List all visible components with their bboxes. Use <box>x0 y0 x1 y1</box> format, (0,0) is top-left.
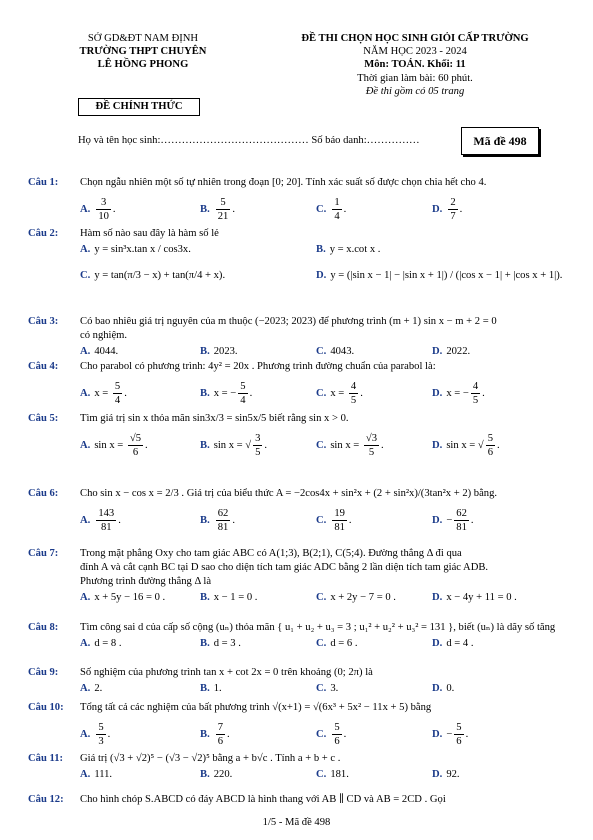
option-d[interactable] <box>316 269 562 282</box>
option-prefix: sin x = √ <box>213 440 252 452</box>
question-number: Câu 3: <box>28 316 59 327</box>
header-right <box>265 32 565 98</box>
option-letter: A. <box>80 683 91 694</box>
exam-time: Thời gian làm bài: 60 phút. <box>357 72 473 84</box>
question-number: Câu 2: <box>28 228 59 239</box>
option-c[interactable]: C. $\frac{5}{6}$ . <box>316 722 347 748</box>
fraction <box>349 380 358 407</box>
option-text: 181. <box>330 769 349 780</box>
option-letter: B. <box>316 244 326 255</box>
option-prefix: sin x = <box>330 440 362 452</box>
option-letter: A. <box>80 204 91 216</box>
question-text: Giá trị (√3 + √2)⁵ − (√3 − √2)⁵ bằng a + b√c . Tính a + b + c . <box>80 753 341 764</box>
numerator: 5 <box>216 196 231 210</box>
option-text: 220. <box>213 769 233 780</box>
fraction <box>253 432 262 459</box>
option-b[interactable] <box>200 345 238 358</box>
denominator: 81 <box>100 522 112 534</box>
option-d[interactable]: D. sin x = √ $\frac{5}{6}$ . <box>432 433 500 459</box>
option-letter: C. <box>316 683 327 694</box>
option-letter: C. <box>316 388 327 400</box>
option-a[interactable] <box>80 243 191 256</box>
numerator: 5 <box>454 721 463 735</box>
numerator: 5 <box>238 380 247 394</box>
question-number: Câu 11: <box>28 753 64 764</box>
option-letter: D. <box>432 769 443 780</box>
option-letter: D. <box>432 683 443 694</box>
option-a[interactable] <box>80 682 102 695</box>
denominator: 5 <box>472 395 479 407</box>
denominator: 6 <box>217 736 224 748</box>
option-letter: A. <box>80 729 91 741</box>
denominator: 5 <box>350 395 357 407</box>
option-letter: A. <box>80 440 91 452</box>
subject: Môn: TOÁN. Khối: 11 <box>364 59 466 71</box>
option-b[interactable]: B. x = − $\frac{5}{4}$ . <box>200 381 253 407</box>
option-a[interactable] <box>80 768 112 781</box>
option-c[interactable] <box>316 682 338 695</box>
question-text: Tổng tất cả các nghiệm của bất phương trình √(x+1) = √(6x³ + 5x² − 11x + 5) bằng <box>80 702 432 713</box>
option-d[interactable] <box>432 345 470 358</box>
option-letter: B. <box>200 638 210 649</box>
denominator: 5 <box>255 447 261 459</box>
exam-title: ĐỀ THI CHỌN HỌC SINH GIỎI CẤP TRƯỜNG <box>301 33 529 44</box>
option-d[interactable]: D. $\frac{2}{7}$ . <box>432 197 463 223</box>
option-letter: A. <box>80 346 91 357</box>
option-text: 1. <box>213 683 222 694</box>
fraction <box>332 196 341 223</box>
question-text: Cho parabol có phương trình: 4y² = 20x . Phương trình đường chuẩn của parabol là: <box>80 361 436 372</box>
fraction <box>113 380 122 407</box>
option-b[interactable] <box>316 243 380 256</box>
numerator: 3 <box>253 432 262 446</box>
option-text: x − 4y + 11 = 0 . <box>446 592 517 603</box>
numerator: √3 <box>364 432 379 446</box>
question-text: Số nghiệm của phương trình tan x + cot 2x = 0 trên khoảng (0; 2π) là <box>80 667 373 678</box>
question-number: Câu 6: <box>28 488 59 499</box>
numerator: 1 <box>332 196 341 210</box>
page-count: Đề thi gồm có 05 trang <box>365 85 465 97</box>
question-number: Câu 12: <box>28 794 64 805</box>
question-number: Câu 5: <box>28 413 59 424</box>
numerator: 4 <box>349 380 358 394</box>
header-left <box>38 32 248 72</box>
fraction <box>332 507 347 534</box>
denominator: 6 <box>456 736 462 748</box>
numerator: 143 <box>96 507 116 521</box>
option-b[interactable] <box>200 591 257 604</box>
question-text: Cho hình chóp S.ABCD có đáy ABCD là hình thang với AB ∥ CD và AB = 2CD . Gọi <box>80 794 446 805</box>
option-letter: A. <box>80 769 91 780</box>
option-text: 2. <box>94 683 103 694</box>
option-a[interactable]: A. $\frac{143}{81}$ . <box>80 508 121 534</box>
fraction <box>454 507 469 534</box>
option-letter: B. <box>200 440 210 452</box>
option-letter: C. <box>316 204 327 216</box>
option-b[interactable]: B. $\frac{7}{6}$ . <box>200 722 230 748</box>
option-letter: C. <box>316 346 327 357</box>
option-letter: C. <box>316 440 327 452</box>
option-letter: C. <box>316 769 327 780</box>
question-number: Câu 4: <box>28 361 59 372</box>
denominator: 5 <box>368 447 375 459</box>
question-number: Câu 8: <box>28 622 59 633</box>
option-letter: D. <box>432 346 443 357</box>
numerator: √5 <box>128 432 143 446</box>
denominator: 3 <box>98 736 104 748</box>
numerator: 62 <box>216 507 231 521</box>
fraction <box>486 432 495 459</box>
option-letter: A. <box>80 388 91 400</box>
question-text: đỉnh A và cắt cạnh BC tại D sao cho diện tích tam giác ADC bằng 2 lần diện tích tam giác ADB. <box>80 562 489 573</box>
option-a[interactable]: A. $\frac{5}{3}$ . <box>80 722 111 748</box>
question-text: có nghiệm. <box>80 330 128 341</box>
fraction <box>128 432 143 459</box>
denominator: 6 <box>334 736 340 748</box>
option-letter: A. <box>80 244 91 255</box>
denominator: 4 <box>334 211 340 223</box>
option-d[interactable] <box>432 591 517 604</box>
option-letter: B. <box>200 515 210 527</box>
option-c[interactable] <box>316 591 396 604</box>
option-text: 4043. <box>330 346 355 357</box>
option-letter: D. <box>432 729 443 741</box>
option-letter: A. <box>80 515 91 527</box>
official-badge: ĐỀ CHÍNH THỨC <box>78 98 200 116</box>
option-c[interactable] <box>316 768 349 781</box>
option-letter: D. <box>316 270 327 281</box>
option-text: 4044. <box>94 346 119 357</box>
option-b[interactable] <box>200 682 222 695</box>
fraction <box>216 721 225 748</box>
numerator: 5 <box>332 721 341 735</box>
numerator: 5 <box>486 432 495 446</box>
denominator: 6 <box>487 447 494 459</box>
question-text: Trong mặt phẳng Oxy cho tam giác ABC có A(1;3), B(2;1), C(5;4). Đường thẳng Δ đi qua <box>80 548 462 559</box>
fraction <box>448 196 457 223</box>
option-prefix: − <box>446 729 453 741</box>
numerator: 2 <box>448 196 457 210</box>
fraction <box>216 507 231 534</box>
option-text: d = 8 . <box>94 638 122 649</box>
option-prefix: − <box>446 515 453 527</box>
dept-name: SỞ GD&ĐT NAM ĐỊNH <box>87 33 199 44</box>
option-letter: B. <box>200 592 210 603</box>
option-text: x + 2y − 7 = 0 . <box>330 592 396 603</box>
option-prefix: x = − <box>446 388 469 400</box>
denominator: 21 <box>217 211 229 223</box>
numerator: 19 <box>332 507 347 521</box>
numerator: 5 <box>96 721 105 735</box>
denominator: 4 <box>114 395 121 407</box>
fraction <box>364 432 379 459</box>
option-b[interactable]: B. $\frac{62}{81}$ . <box>200 508 235 534</box>
option-c[interactable]: C. x = $\frac{4}{5}$ . <box>316 381 363 407</box>
option-letter: B. <box>200 683 210 694</box>
question-number: Câu 9: <box>28 667 59 678</box>
option-letter: C. <box>80 270 91 281</box>
option-text: 2022. <box>446 346 471 357</box>
fraction <box>96 196 111 223</box>
option-letter: B. <box>200 729 210 741</box>
option-d[interactable]: D. − $\frac{5}{6}$ . <box>432 722 469 748</box>
option-letter: A. <box>80 592 91 603</box>
option-letter: B. <box>200 388 210 400</box>
fraction <box>332 721 341 748</box>
denominator: 81 <box>217 522 229 534</box>
question-text: Cho sin x − cos x = 2/3 . Giá trị của biểu thức A = −2cos4x + sin²x + (2 + sin²x)/(3tan²x + 2) bằng. <box>80 488 498 499</box>
option-letter: C. <box>316 729 327 741</box>
option-b[interactable]: B. sin x = √ $\frac{3}{5}$ . <box>200 433 268 459</box>
question-text: Tìm công sai d của cấp số cộng (uₙ) thỏa mãn { u₁ + u₂ + u₃ = 3 ; u₁² + u₂² + u₃² = 131 }, biết (uₙ) là dãy số tăng <box>80 622 556 633</box>
option-letter: D. <box>432 638 443 649</box>
denominator: 4 <box>240 395 246 407</box>
option-prefix: x = − <box>213 388 237 400</box>
option-d[interactable]: D. x = − $\frac{4}{5}$ . <box>432 381 485 407</box>
option-d[interactable] <box>432 637 473 650</box>
option-b[interactable] <box>200 768 232 781</box>
option-text: x − 1 = 0 . <box>213 592 258 603</box>
option-d[interactable] <box>432 768 460 781</box>
page-footer: 1/5 - Mã đề 498 <box>262 817 331 828</box>
option-c[interactable]: C. sin x = $\frac{√3}{5}$ . <box>316 433 384 459</box>
denominator: 10 <box>98 211 109 223</box>
option-letter: D. <box>432 592 443 603</box>
fraction <box>96 721 105 748</box>
question-text: Chọn ngẫu nhiên một số tự nhiên trong đoạn [0; 20]. Tính xác suất số được chọn chia hết cho 4. <box>80 177 487 188</box>
option-c[interactable] <box>316 345 354 358</box>
option-c[interactable]: C. $\frac{1}{4}$ . <box>316 197 347 223</box>
option-letter: B. <box>200 769 210 780</box>
option-letter: A. <box>80 638 91 649</box>
denominator: 6 <box>132 447 139 459</box>
option-text: 0. <box>446 683 455 694</box>
option-a[interactable]: A. sin x = $\frac{√5}{6}$ . <box>80 433 148 459</box>
fraction <box>454 721 463 748</box>
fraction <box>216 196 231 223</box>
question-text: Hàm số nào sau đây là hàm số lẻ <box>80 228 219 239</box>
numerator: 7 <box>216 721 225 735</box>
numerator: 3 <box>96 196 111 210</box>
question-text: Tìm giá trị sin x thỏa mãn sin3x/3 = sin5x/5 biết rằng sin x > 0. <box>80 413 349 424</box>
option-letter: D. <box>432 204 443 216</box>
option-b[interactable] <box>200 637 241 650</box>
option-letter: C. <box>316 592 327 603</box>
fraction <box>471 380 480 407</box>
option-text: d = 6 . <box>330 638 358 649</box>
fraction <box>96 507 116 534</box>
denominator: 7 <box>450 211 456 223</box>
option-letter: D. <box>432 440 443 452</box>
option-letter: C. <box>316 515 327 527</box>
numerator: 5 <box>113 380 122 394</box>
option-d[interactable] <box>432 682 454 695</box>
denominator: 81 <box>456 522 467 534</box>
option-c[interactable] <box>316 637 357 650</box>
option-a[interactable] <box>80 591 165 604</box>
school-name-2: LÊ HỒNG PHONG <box>97 59 189 71</box>
numerator: 4 <box>471 380 480 394</box>
denominator: 81 <box>334 522 345 534</box>
option-a[interactable] <box>80 345 118 358</box>
option-letter: D. <box>432 515 443 527</box>
option-prefix: x = <box>330 388 347 400</box>
option-text: x + 5y − 16 = 0 . <box>94 592 166 603</box>
option-text: y = tan(π/3 − x) + tan(π/4 + x). <box>94 270 226 281</box>
exam-code-box: Mã đề 498 <box>461 127 539 155</box>
option-prefix: x = <box>94 388 111 400</box>
option-text: d = 3 . <box>213 638 241 649</box>
question-number: Câu 1: <box>28 177 59 188</box>
option-letter: C. <box>316 638 327 649</box>
question-number: Câu 7: <box>28 548 59 559</box>
option-d[interactable]: D. − $\frac{62}{81}$ . <box>432 508 474 534</box>
option-letter: B. <box>200 204 210 216</box>
option-b[interactable]: B. $\frac{5}{21}$ . <box>200 197 235 223</box>
option-prefix: sin x = <box>94 440 126 452</box>
student-info-line: Họ và tên học sinh:…………………………………… Số báo danh:…………… <box>78 135 420 146</box>
option-c[interactable]: C. $\frac{19}{81}$ . <box>316 508 352 534</box>
option-a[interactable]: A. $\frac{3}{10}$ . <box>80 197 116 223</box>
option-text: 92. <box>446 769 460 780</box>
option-letter: B. <box>200 346 210 357</box>
option-letter: D. <box>432 388 443 400</box>
option-text: y = (|sin x − 1| − |sin x + 1|) / (|cos x − 1| + |cos x + 1|). <box>330 270 563 281</box>
option-text: 3. <box>330 683 339 694</box>
option-text: y = sin³x.tan x / cos3x. <box>94 244 191 255</box>
option-text: 111. <box>94 769 113 780</box>
option-text: y = x.cot x . <box>329 244 381 255</box>
option-text: 2023. <box>213 346 238 357</box>
option-c[interactable] <box>80 269 225 282</box>
numerator: 62 <box>454 507 469 521</box>
school-name-1: TRƯỜNG THPT CHUYÊN <box>79 46 207 58</box>
question-text: Có bao nhiêu giá trị nguyên của m thuộc (−2023; 2023) để phương trình (m + 1) sin x − m + 2 = 0 <box>80 316 497 327</box>
fraction <box>238 380 247 407</box>
question-number: Câu 10: <box>28 702 64 713</box>
question-text: Phương trình đường thẳng Δ là <box>80 576 212 587</box>
option-prefix: sin x = √ <box>446 440 484 452</box>
option-a[interactable]: A. x = $\frac{5}{4}$ . <box>80 381 127 407</box>
school-year: NĂM HỌC 2023 - 2024 <box>363 46 467 58</box>
option-text: d = 4 . <box>446 638 474 649</box>
option-a[interactable] <box>80 637 121 650</box>
